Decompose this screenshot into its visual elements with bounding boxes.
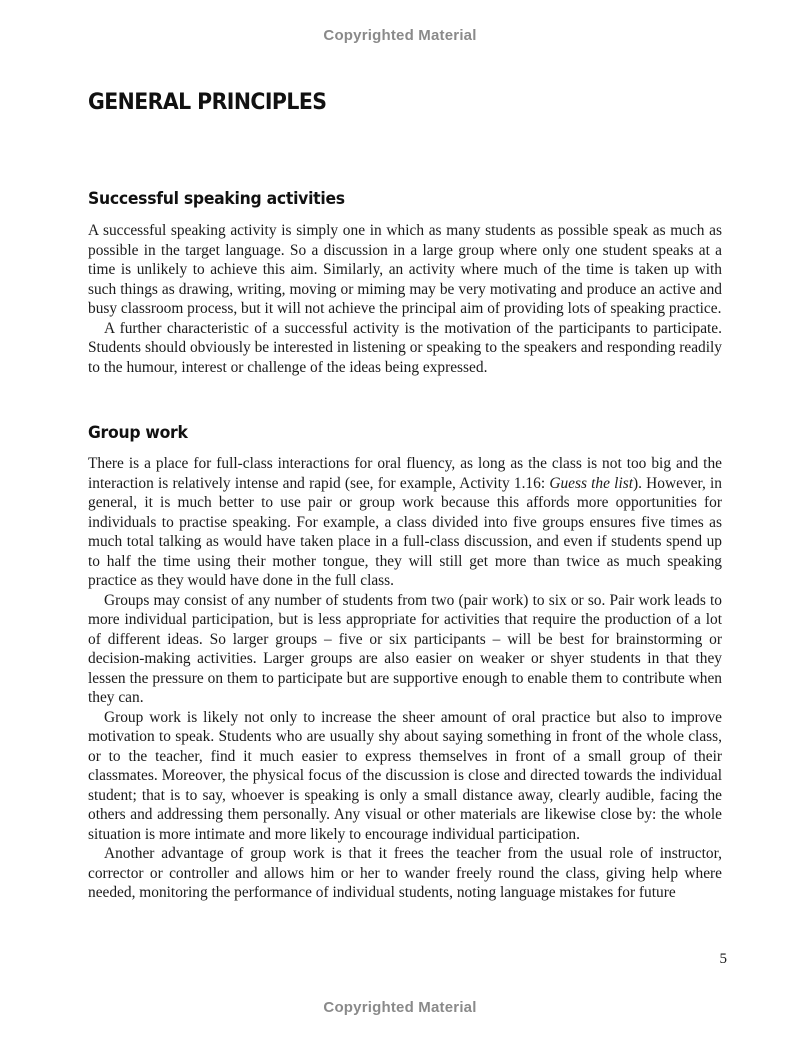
- paragraph-text: There is a place for full-class interactions for oral fluency, as long as the class is not too big and the interaction is relatively intense and rapid (see, for example, Activity: [88, 455, 722, 492]
- paragraph: A further characteristic of a successful activity is the motivation of the participants to participate. Students should obviously be interested in listening or speaking to the speakers and responding readily to the humour, interest or challenge of the ideas being expressed.: [88, 319, 722, 376]
- page-number: 5: [719, 951, 727, 967]
- paragraph-text: :: [540, 474, 550, 492]
- section-heading-group-work: Group work: [88, 423, 188, 443]
- paragraph: Group work is likely not only to increase the sheer amount of oral practice but also to improve motivation to speak. Students who are usually shy about saying something in front of the whole class, or to the teacher, find it much easier to express themselves in front of a small group of their classmates. Moreover, the physical focus of the discussion is close and directed towards the individual student; that is to say, whoever is speaking is only a small distance away, clearly audible, facing the others and addressing them personally. Any visual or other materials are likewise close by: the whole situation is more intimate and more likely to encourage individual participation.: [88, 708, 722, 843]
- section-body-successful-speaking: [88, 221, 722, 377]
- paragraph-text: ). However, in general, it is much better to use pair or group work because this affords more opportunities for individuals to practise speaking. For example, a class divided into five groups ensures five times as much total talking as would have taken place in a full-class discussion, and even if students spend up to half the time using their mother tongue, they will still get more than twice as much speaking practice as they would have done in the full class.: [88, 474, 723, 589]
- copyright-watermark-bottom: Copyrighted Material: [323, 999, 477, 1016]
- section-body-group-work: [88, 454, 722, 903]
- copyright-watermark-top: Copyrighted Material: [323, 27, 477, 44]
- section-heading-successful-speaking: Successful speaking activities: [88, 189, 345, 209]
- page-title: GENERAL PRINCIPLES: [88, 90, 327, 115]
- paragraph: A successful speaking activity is simply one in which as many students as possible speak as much as possible in the target language. So a discussion in a large group where only one student speaks at a time is unlikely to achieve this aim. Similarly, an activity where much of the time is taken up with such things as drawing, writing, moving or miming may be very motivating and produce an active and busy classroom process, but it will not achieve the principal aim of providing lots of speaking practice.: [88, 222, 722, 317]
- paragraph: Groups may consist of any number of students from two (pair work) to six or so. Pair work leads to more individual participation, but is less appropriate for activities that require the production of a lot of different ideas. So larger groups – five or six participants – will be best for brainstorming or decision-making activities. Larger groups are also easier on weaker or shyer students in that they lessen the pressure on them to participate but are supportive enough to enable them to contribute when they can.: [88, 591, 722, 706]
- activity-reference: 1.16: [513, 474, 541, 492]
- paragraph: Another advantage of group work is that it frees the teacher from the usual role of instructor, corrector or controller and allows him or her to wander freely round the class, giving help where needed, monitoring the performance of individual students, noting language mistakes for future: [88, 845, 722, 901]
- paragraph: [88, 454, 722, 591]
- activity-title: Guess the list: [549, 474, 633, 492]
